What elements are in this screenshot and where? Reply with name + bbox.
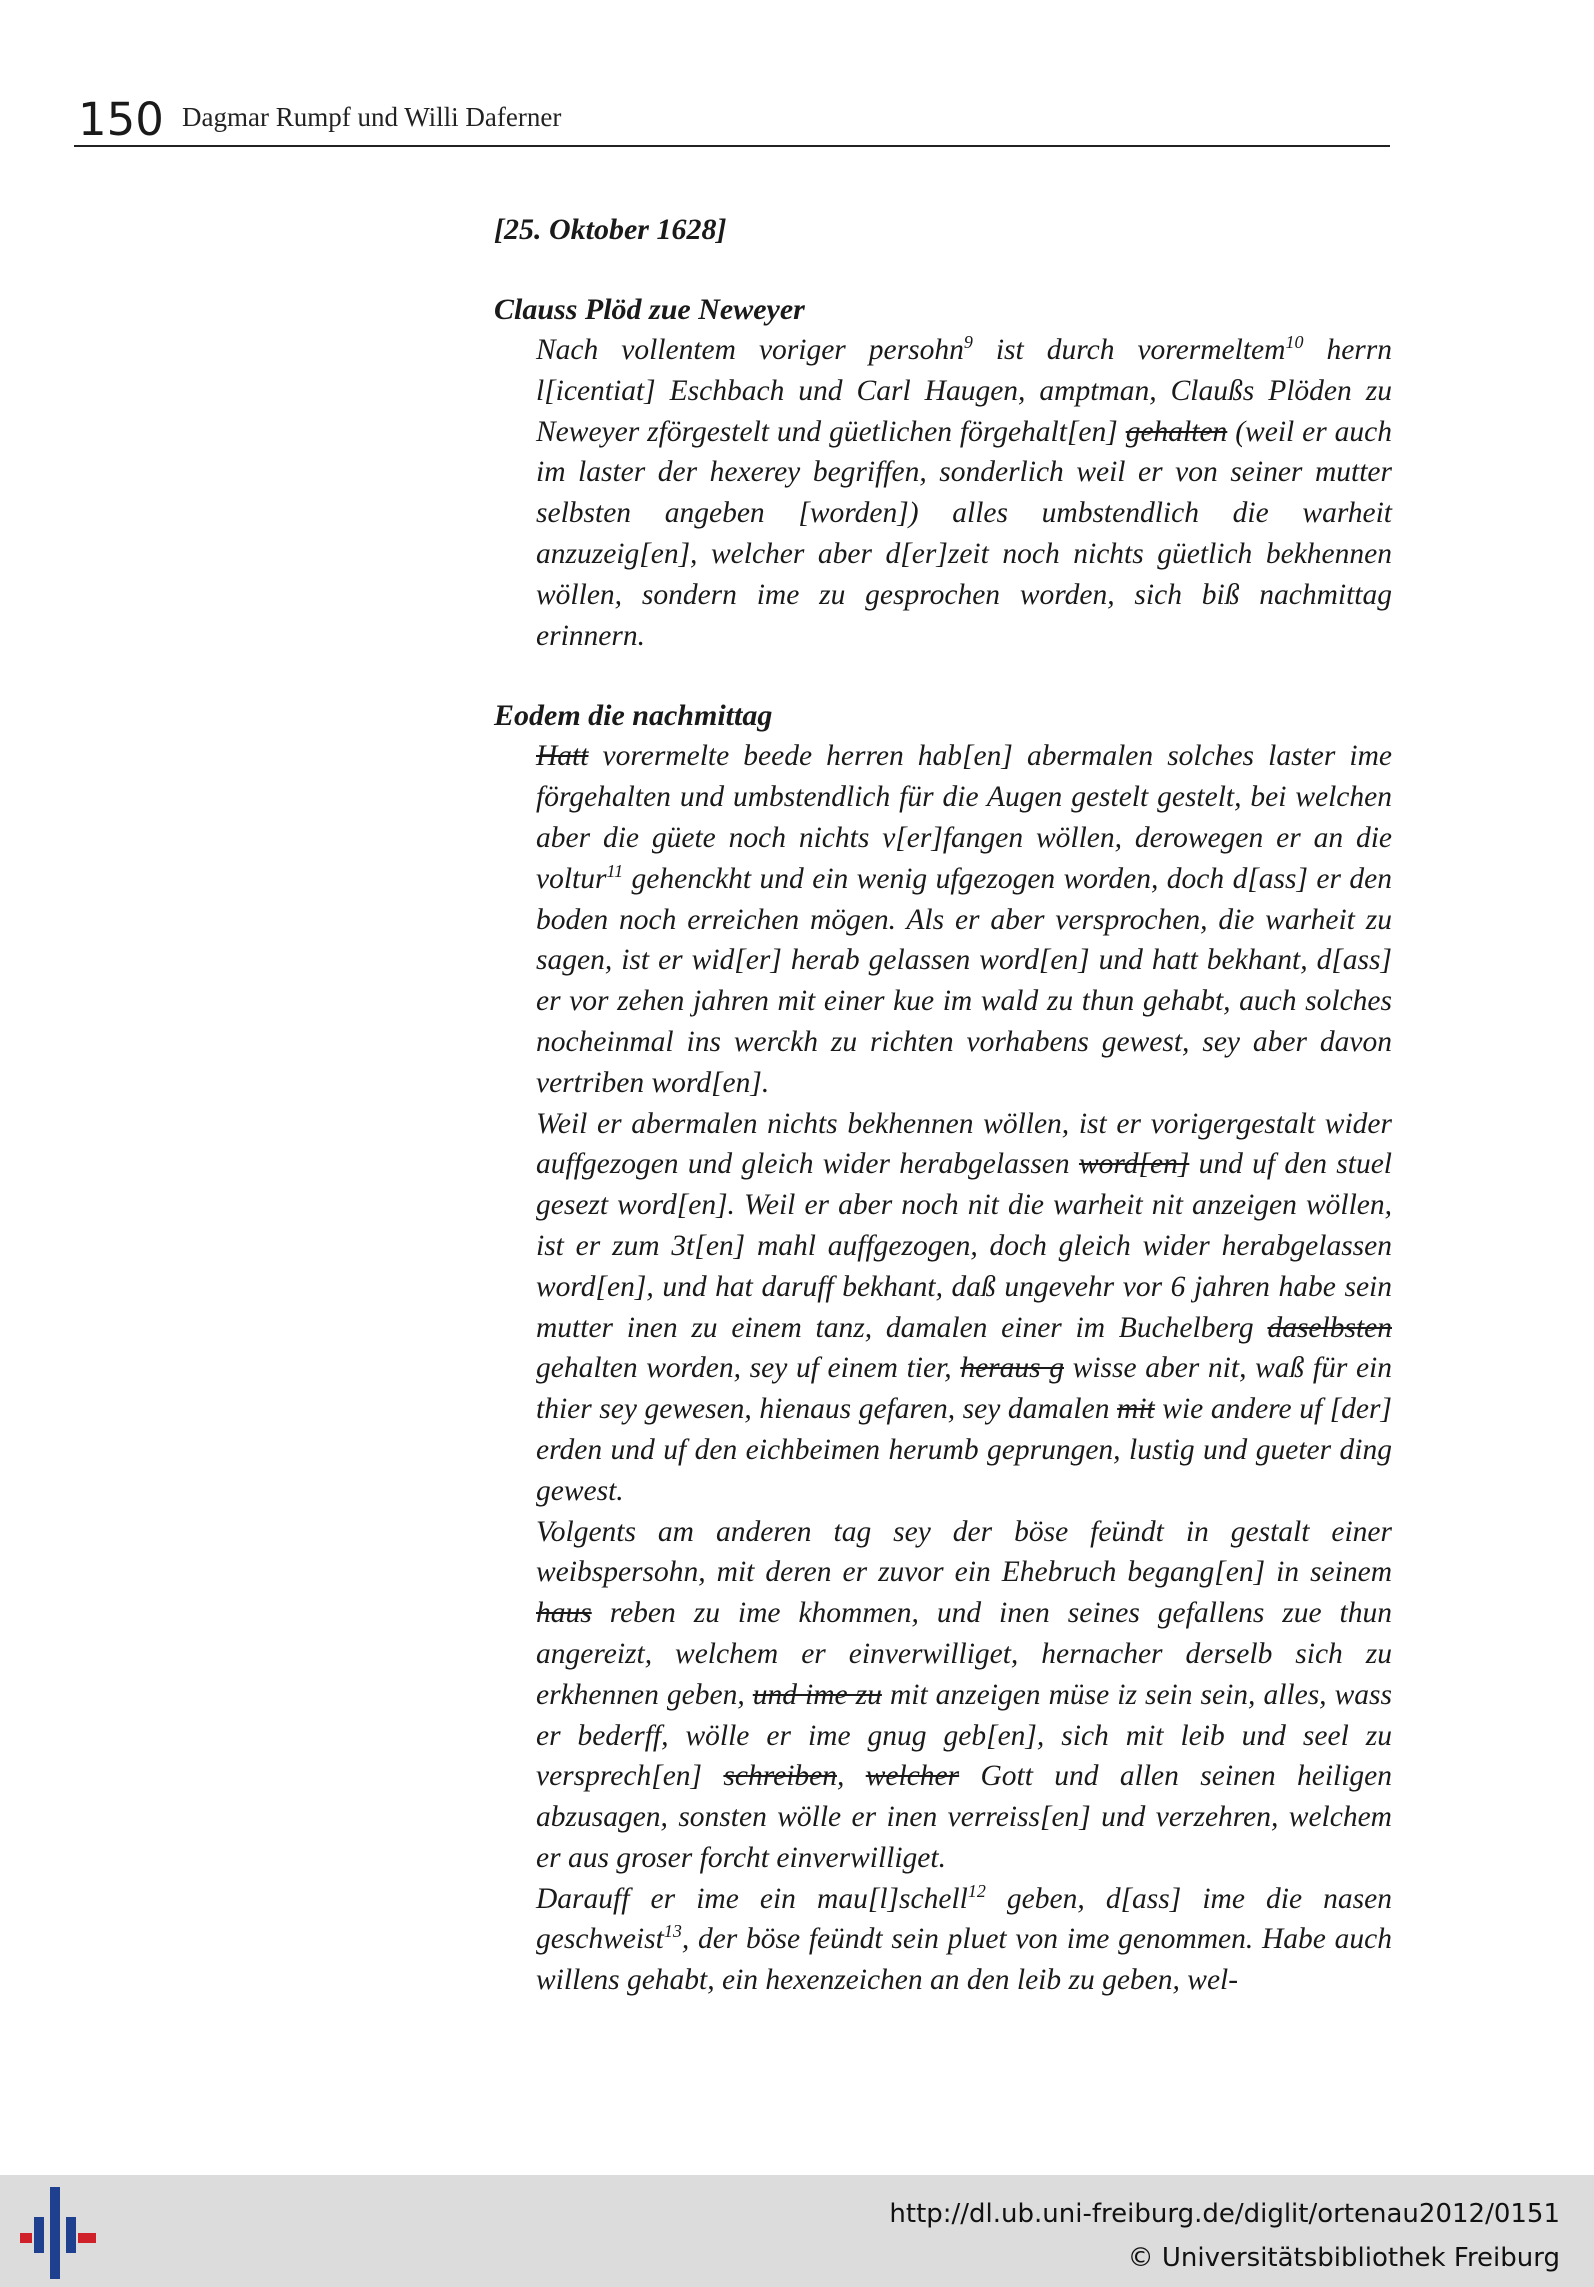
text-run: Volgents am anderen tag sey der böse feündt in gestalt einer weibspersohn, mit deren er zuvor ein Ehebruch begang[en] in seinem — [536, 1515, 1392, 1589]
text-run: ist durch vorermeltem — [972, 334, 1286, 366]
text-run: herrn l[icentiat] Eschbach und Carl Haugen, amptman, Claußs Plöden zu Neweyer zförgestelt und güetlichen förgehalt[en] — [536, 334, 1392, 448]
text-run: , der böse feündt sein pluet von ime genommen. Habe auch willens gehabt, ein hexenzeichen an den leib zu geben, wel- — [536, 1923, 1392, 1997]
text-run: reben zu ime khommen, und inen seines gefallens zue thun angereizt, welchem er einverwilliget, hernacher derselb sich zu erkhennen geben, — [536, 1597, 1392, 1711]
date-heading: [25. Oktober 1628] — [494, 213, 727, 246]
footnote-ref-9[interactable]: 9 — [963, 332, 973, 353]
struck-text: gehalten — [1125, 415, 1228, 448]
text-run: Weil er abermalen nichts bekhennen wöllen, ist er vorigergestalt wider auffgezogen und gleich wider herabgelassen — [536, 1107, 1392, 1181]
source-url-link[interactable]: http://dl.ub.uni-freiburg.de/diglit/ortenau2012/0151 — [889, 2199, 1560, 2229]
text-run: (weil er auch im laster der hexerey begriffen, sonderlich weil er von seiner mutter selbsten angeben [worden]) alles umbstendlich die warheit anzuzeig[en], welcher aber d[er]zeit noch nichts güetlich bekhennen wöllen, sondern ime zu gesprochen worden, sich biß nachmittag erinnern. — [536, 415, 1393, 652]
text-run: gehenckht und ein wenig ufgezogen worden, doch d[ass] er den boden noch erreichen mögen. Als er aber versprochen, die warheit zu sagen, ist er wid[er] herab gelassen word[en] und hatt bekhant, d[ass] er vor zehen jahren mit einer kue im wald zu thun gehabt, auch solches nocheinmal ins werckh zu richten vorhabens gewest, sey aber davon vertriben word[en]. — [536, 862, 1392, 1099]
page-header — [74, 95, 1390, 147]
text-run: und uf den stuel gesezt word[en]. Weil er aber noch nit die warheit nit anzeigen wöllen, ist er zum 3t[en] mahl auffgezogen, doch gleich wider herabgelassen word[en], und hat daruff bekhant, daß ungevehr vor 6 jahren habe sein mutter inen zu einem tanz, damalen einer im Buchelberg — [536, 1148, 1392, 1344]
text-run: Gott und allen seinen heiligen abzusagen, sonsten wölle er inen verreiss[en] und verzehren, welchem er aus groser forcht einverwilliget. — [536, 1760, 1393, 1874]
struck-text: heraus g — [960, 1352, 1065, 1385]
footnote-ref-11[interactable]: 11 — [606, 860, 624, 881]
text-run: Nach vollentem voriger persohn — [536, 334, 964, 366]
text-run: geben, d[ass] ime die nasen geschweist — [536, 1882, 1392, 1956]
struck-text: haus — [536, 1597, 592, 1630]
struck-text: und ime zu — [752, 1678, 882, 1711]
paragraph — [536, 736, 1392, 1103]
struck-text: welcher — [865, 1760, 960, 1793]
footnote-ref-12[interactable]: 12 — [967, 1880, 986, 1901]
footnote-ref-10[interactable]: 10 — [1285, 332, 1304, 353]
footer-band — [0, 2175, 1594, 2287]
text-run: mit anzeigen müse iz sein sein, alles, wass er bederff, wölle er ime gnug geb[en], sich mit leib und seel zu versprech[en] — [536, 1678, 1392, 1793]
section-heading-clauss: Clauss Plöd zue Neweyer — [494, 293, 805, 326]
struck-text: word[en] — [1078, 1148, 1190, 1181]
paragraph — [536, 1512, 1392, 1879]
footnote-ref-13[interactable]: 13 — [663, 1921, 682, 1942]
paragraph — [536, 1104, 1392, 1512]
running-head: Dagmar Rumpf und Willi Daferner — [182, 102, 562, 132]
paragraph — [536, 330, 1392, 656]
text-run: wie andere uf [der] erden und uf den eichbeimen herumb geprungen, lustig und gueter ding gewest. — [536, 1393, 1392, 1507]
text-run: Darauff er ime ein mau[l]schell — [536, 1882, 968, 1915]
text-run: vorermelte beede herren hab[en] abermalen solches laster ime förgehalten und umbstendlich für die Augen gestelt gestelt, bei welchen aber die güete noch nichts v[er]fangen wöllen, derowegen er an die voltur — [536, 740, 1392, 895]
page-number: 150 — [78, 93, 164, 146]
text-run: gehalten worden, sey uf einem tier, — [536, 1352, 961, 1385]
text-run: wisse aber nit, waß für ein thier sey gewesen, hienaus gefaren, sey damalen — [536, 1352, 1392, 1426]
struck-text: daselbsten — [1267, 1311, 1392, 1344]
text-run: , — [836, 1760, 866, 1793]
struck-text: mit — [1117, 1393, 1155, 1426]
struck-text: Hatt — [536, 740, 589, 773]
copyright-notice: © Universitätsbibliothek Freiburg — [1127, 2243, 1560, 2273]
ub-freiburg-logo-icon — [20, 2187, 100, 2279]
paragraph — [536, 1879, 1392, 2001]
section-heading-eodem: Eodem die nachmittag — [494, 699, 773, 733]
main-text — [494, 210, 1392, 2001]
struck-text: schreiben — [723, 1760, 837, 1793]
